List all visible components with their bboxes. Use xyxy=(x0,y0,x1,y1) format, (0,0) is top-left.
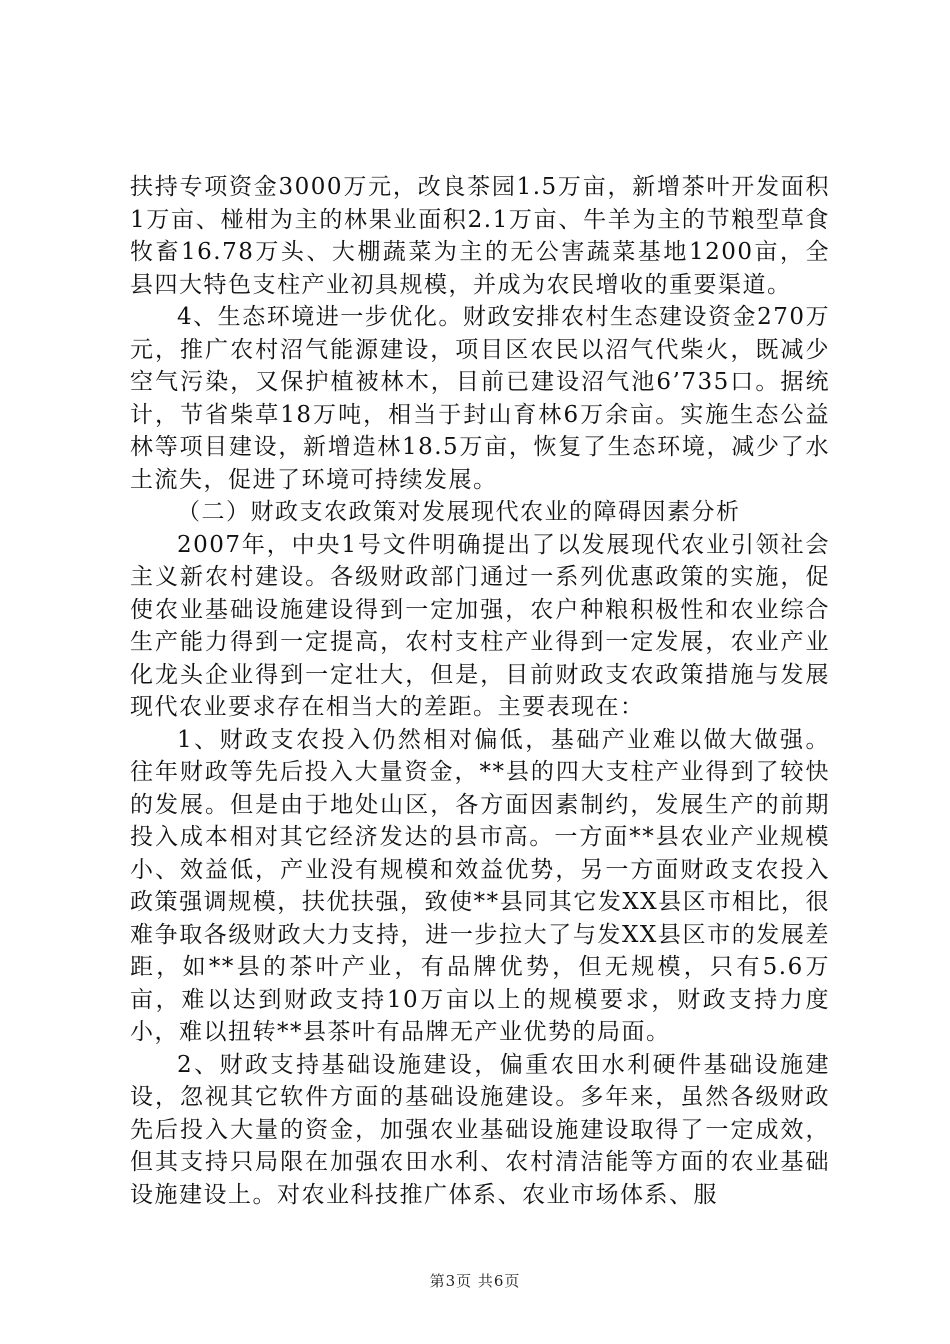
paragraph-ecology: 4、生态环境进一步优化。财政安排农村生态建设资金270万元，推广农村沼气能源建设，项目区农民以沼气代柴火，既减少空气污染，又保护植被林木，目前已建设沼气池6’735口。据统计，节省柴草18万吨，相当于封山育林6万余亩。实施生态公益林等项目建设，新增造林18.5万亩，恢复了生态环境，减少了水土流失，促进了环境可持续发展。 xyxy=(130,304,830,493)
paragraph-point-1: 1、财政支农投入仍然相对偏低，基础产业难以做大做强。往年财政等先后投入大量资金，**县的四大支柱产业得到了较快的发展。但是由于地处山区，各方面因素制约，发展生产的前期投入成本相对其它经济发达的县市高。一方面**县农业产业规模小、效益低，产业没有规模和效益优势，另一方面财政支农投入政策强调规模，扶优扶强，致使**县同其它发XX县区市相比，很难争取各级财政大力支持，进一步拉大了与发XX县区市的发展差距，如**县的茶叶产业，有品牌优势，但无规模，只有5.6万亩，难以达到财政支持10万亩以上的规模要求，财政支持力度小，难以扭转**县茶叶有品牌无产业优势的局面。 xyxy=(130,726,830,1045)
page-footer: 第3页 共6页 xyxy=(429,1272,521,1290)
section-heading: （二）财政支农政策对发展现代农业的障碍因素分析 xyxy=(177,499,741,525)
paragraph-point-2: 2、财政支持基础设施建设，偏重农田水利硬件基础设施建设，忽视其它软件方面的基础设施建设。多年来，虽然各级财政先后投入大量的资金，加强农业基础设施建设取得了一定成效，但其支持只局限在加强农田水利、农村清洁能等方面的农业基础设施建设上。对农业科技推广体系、农业市场体系、服 xyxy=(130,1051,830,1208)
paragraph-continuation: 扶持专项资金3000万元，改良茶园1.5万亩，新增茶叶开发面积1万亩、椪柑为主的林果业面积2.1万亩、牛羊为主的节粮型草食牧畜16.78万头、大棚蔬菜为主的无公害蔬菜基地1200亩，全县四大特色支柱产业初具规模，并成为农民增收的重要渠道。 xyxy=(130,174,830,298)
document-body xyxy=(130,171,830,1211)
paragraph-2007: 2007年，中央1号文件明确提出了以发展现代农业引领社会主义新农村建设。各级财政部门通过一系列优惠政策的实施，促使农业基础设施建设得到一定加强，农户种粮积极性和农业综合生产能力得到一定提高，农村支柱产业得到一定发展，农业产业化龙头企业得到一定壮大，但是，目前财政支农政策措施与发展现代农业要求存在相当大的差距。主要表现在： xyxy=(130,531,830,720)
